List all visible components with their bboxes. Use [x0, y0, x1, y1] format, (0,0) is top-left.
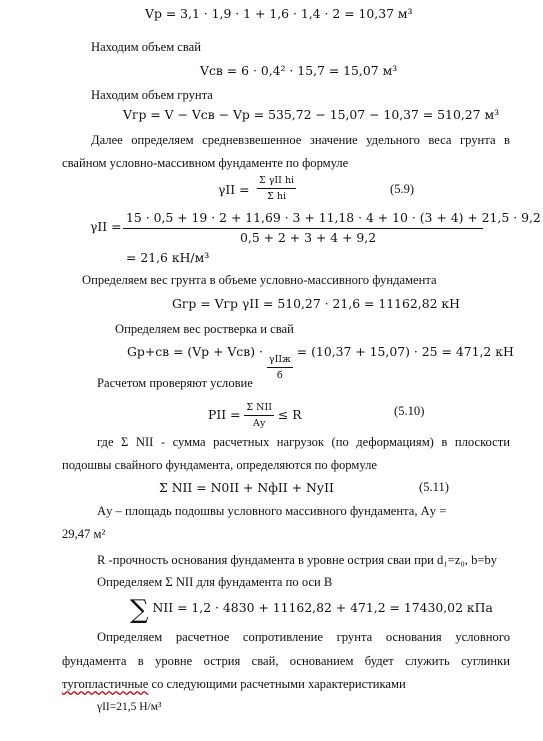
text-resist-line1: Определяем расчетное сопротивление грунта основания условного: [97, 630, 510, 644]
equation-gpsv-gamma: γIIж: [267, 353, 293, 368]
equation-gamma-fraction-bar: [123, 228, 483, 229]
equation-5-9-numerator: Σ γII hi: [257, 174, 296, 189]
text-where-line2: подошвы свайного фундамента, определяются по формуле: [62, 458, 377, 472]
text-resist-line2: фундамента в уровне острия свай, основанием будет служить суглинки: [62, 654, 510, 668]
text-resist-line3: [62, 677, 406, 692]
equation-gpsv-subscript: б: [276, 370, 283, 381]
text-avg-weight-line2: свайном условно-массивном фундаменте по формуле: [62, 156, 349, 170]
text-resist-line3-rest: со следующими расчетными характеристиками: [148, 677, 406, 691]
equation-gamma-lhs: γII =: [90, 219, 122, 234]
equation-5-10-denominator: Aу: [252, 418, 266, 429]
equation-gamma-denominator: 0,5 + 2 + 3 + 4 + 9,2: [240, 230, 377, 245]
text-gamma-value: γII=21,5 Н/м³: [97, 701, 162, 713]
equation-5-10: [208, 401, 302, 430]
equation-5-10-numerator: Σ NII: [244, 401, 274, 416]
text-check-condition: Расчетом проверяют условие: [97, 376, 253, 390]
text-where-line1: где Σ NII - сумма расчетных нагрузок (по деформациям) в плоскости: [97, 435, 510, 449]
text-strength: R -прочность основания фундамента в уровне острия сваи при d₁=z₀, b=bу: [97, 553, 498, 567]
equation-vsv: Vсв = 6 · 0,4² · 15,7 = 15,07 м³: [200, 63, 398, 78]
equation-sum-axis-b: [130, 595, 493, 625]
equation-5-11-number: (5.11): [419, 480, 449, 494]
sum-symbol: ∑: [130, 595, 149, 625]
equation-5-11: Σ NII = N0II + NфII + NуII: [159, 480, 334, 495]
text-axis-definition: Определяем Σ NII для фундамента по оси В: [97, 575, 333, 589]
equation-gpsv-rhs: = (10,37 + 15,07) · 25 = 471,2 кН: [296, 344, 514, 359]
equation-5-10-lhs: PII =: [208, 407, 241, 422]
equation-sum-axis-b-body: NII = 1,2 · 4830 + 11162,82 + 471,2 = 17430,02 кПа: [152, 600, 493, 615]
equation-5-10-rhs: ≤ R: [277, 407, 302, 422]
equation-gamma-result: = 21,6 кН/м³: [126, 250, 210, 265]
equation-vgr: Vгр = V − Vсв − Vр = 535,72 − 15,07 − 10,37 = 510,27 м³: [123, 107, 500, 122]
text-area-line1: Aу – площадь подошвы условного массивного фундамента, Aу =: [97, 504, 447, 518]
spellcheck-word: тугопластичные: [62, 677, 149, 691]
text-find-piles: Находим объем свай: [91, 40, 202, 54]
text-soil-weight: Определяем вес грунта в объеме условно-массивного фундамента: [82, 273, 437, 287]
equation-gamma-numerator: 15 · 0,5 + 19 · 2 + 11,69 · 3 + 11,18 · 4 + 10 · (3 + 4) + 21,5 · 9,2: [126, 210, 541, 225]
equation-vr: Vр = 3,1 · 1,9 · 1 + 1,6 · 1,4 · 2 = 10,37 м³: [145, 6, 413, 21]
equation-ggr: Gгр = Vгр γII = 510,27 · 21,6 = 11162,82 кН: [172, 296, 460, 311]
equation-5-9-fraction: [257, 174, 296, 203]
text-find-soil: Находим объем грунта: [91, 88, 213, 102]
equation-5-10-number: (5.10): [394, 404, 425, 418]
text-area-line2: 29,47 м²: [62, 527, 106, 541]
equation-5-9-denominator: Σ hi: [267, 191, 286, 202]
equation-5-9-lhs: γII =: [218, 182, 250, 197]
equation-gpsv-lhs: Gр+св = (Vр + Vсв) ·: [127, 344, 263, 359]
text-avg-weight-line1: Далее определяем средневзвешенное значение удельного веса грунта в: [91, 133, 510, 147]
text-grillage-weight: Определяем вес ростверка и свай: [115, 322, 294, 336]
equation-5-9-number: (5.9): [390, 182, 415, 196]
